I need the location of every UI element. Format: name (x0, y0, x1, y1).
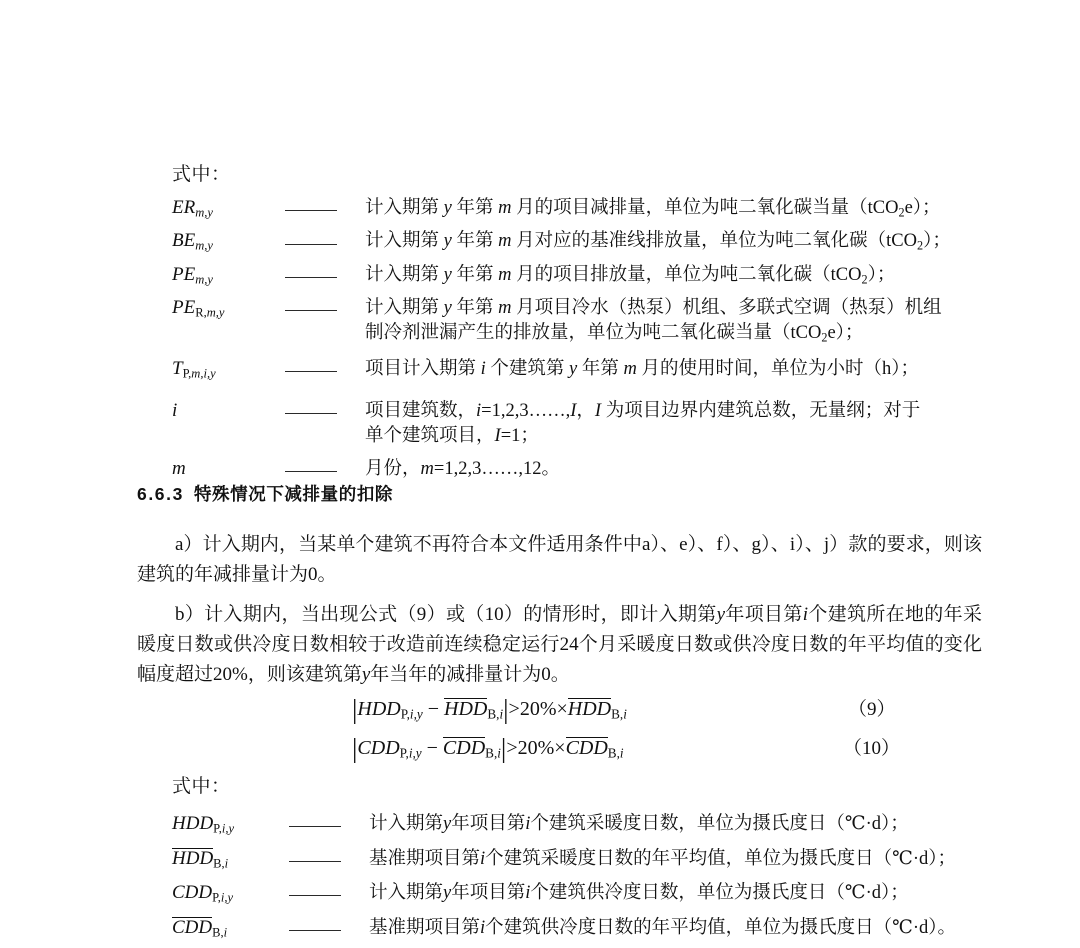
definition-row (172, 881, 992, 910)
where-label-bottom: 式中： (172, 776, 231, 797)
definition-list-bottom (172, 812, 992, 948)
definition-description: 基准期项目第i个建筑采暖度日数的年平均值，单位为摄氏度日（℃·d）； (369, 848, 957, 869)
formula-10-number: （10） (843, 738, 901, 759)
formula-9-number: （9） (848, 699, 896, 720)
definition-dash (289, 916, 369, 941)
definition-description: 项目建筑数，i=1,2,3……,I，I 为项目边界内建筑总数，无量纲；对于 单个建筑项目，I=1； (365, 401, 921, 447)
definition-dash (285, 399, 365, 424)
definition-row (172, 296, 982, 350)
definition-list-top (172, 196, 982, 486)
definition-symbol: $CDDB,_i$ (172, 916, 228, 939)
definition-symbol: $CDDP,_{i,y}$ (172, 882, 234, 905)
definition-row (172, 812, 992, 841)
definition-dash (285, 357, 365, 382)
definition-row (172, 916, 992, 945)
formula-9-expression: $|HDDP,_{i,y}$ − $HDDB,_i|>20\%\times HDDB,_i$ (352, 694, 627, 724)
definition-symbol: $TP,_{m,i,y}$ (172, 357, 216, 381)
definition-description: 基准期项目第i个建筑供冷度日数的年平均值，单位为摄氏度日（℃·d）。 (369, 917, 957, 938)
section-heading (137, 481, 393, 506)
definition-symbol: $ER_{m,y}$ (172, 197, 213, 220)
definition-row (172, 357, 982, 386)
definition-symbol: i (172, 400, 178, 422)
definition-dash (285, 196, 365, 221)
section-number: 6.6.3 (137, 484, 184, 504)
definition-dash (289, 881, 369, 906)
definition-dash (289, 847, 369, 872)
formula-10-expression: $|CDDP,_{i,y}$ − $CDDB,_i|>20\%\times CDDB,_i$ (352, 733, 624, 763)
definition-description: 计入期第 y 年第 m 月的项目减排量，单位为吨二氧化碳当量（tCO2e）； (365, 198, 941, 220)
definition-row (172, 263, 982, 292)
definition-description: 项目计入期第 i 个建筑第 y 年第 m 月的使用时间，单位为小时（h）； (365, 358, 920, 379)
paragraph-b: b）计入期内，当出现公式（9）或（10）的情形时，即计入期第y年项目第i个建筑所在地的年采暖度日数或供冷度日数相较于改造前连续稳定运行24个月采暖度日数或供冷度日数的年平均值的变化幅度超过20%，则该建筑第y年当年的减排量计为0。 (137, 604, 982, 685)
paragraph-a: a）计入期内，当某单个建筑不再符合本文件适用条件中a）、e）、f）、g）、i）、j）款的要求，则该建筑的年减排量计为0。 (137, 534, 982, 585)
definition-dash (285, 263, 365, 288)
where-label-top: 式中： (172, 164, 231, 185)
definition-dash (285, 229, 365, 254)
section-title: 特殊情况下减排量的扣除 (193, 484, 394, 504)
definition-row (172, 196, 982, 225)
definition-row (172, 847, 992, 876)
definition-description: 计入期第y年项目第i个建筑供冷度日数，单位为摄氏度日（℃·d）； (369, 883, 909, 903)
definition-symbol: $PE_{m,y}$ (172, 263, 213, 287)
definition-row (172, 399, 982, 449)
definition-symbol: $PER,_{m,y}$ (172, 297, 225, 320)
definition-row (172, 457, 982, 482)
definition-symbol: $BE_{m,y}$ (172, 230, 213, 253)
definition-description: 计入期第 y 年第 m 月对应的基准线排放量，单位为吨二氧化碳（tCO2）； (365, 231, 951, 253)
definition-dash (289, 812, 369, 837)
definition-row (172, 229, 982, 258)
definition-description: 计入期第y年项目第i个建筑采暖度日数，单位为摄氏度日（℃·d）； (369, 814, 909, 834)
definition-dash (285, 296, 365, 321)
definition-description: 计入期第 y 年第 m 月项目冷水（热泵）机组、多联式空调（热泵）机组 制冷剂泄漏产生的排放量，单位为吨二氧化碳当量（tCO2e）； (365, 298, 942, 345)
definition-description: 计入期第 y 年第 m 月的项目排放量，单位为吨二氧化碳（tCO2）； (365, 264, 896, 287)
definition-symbol: $HDDP,_{i,y}$ (172, 813, 235, 836)
definition-dash (285, 457, 365, 482)
definition-symbol: $HDDB,_i$ (172, 847, 229, 870)
definition-symbol: m (172, 458, 186, 480)
definition-description: 月份，m=1,2,3……,12。 (365, 459, 560, 480)
